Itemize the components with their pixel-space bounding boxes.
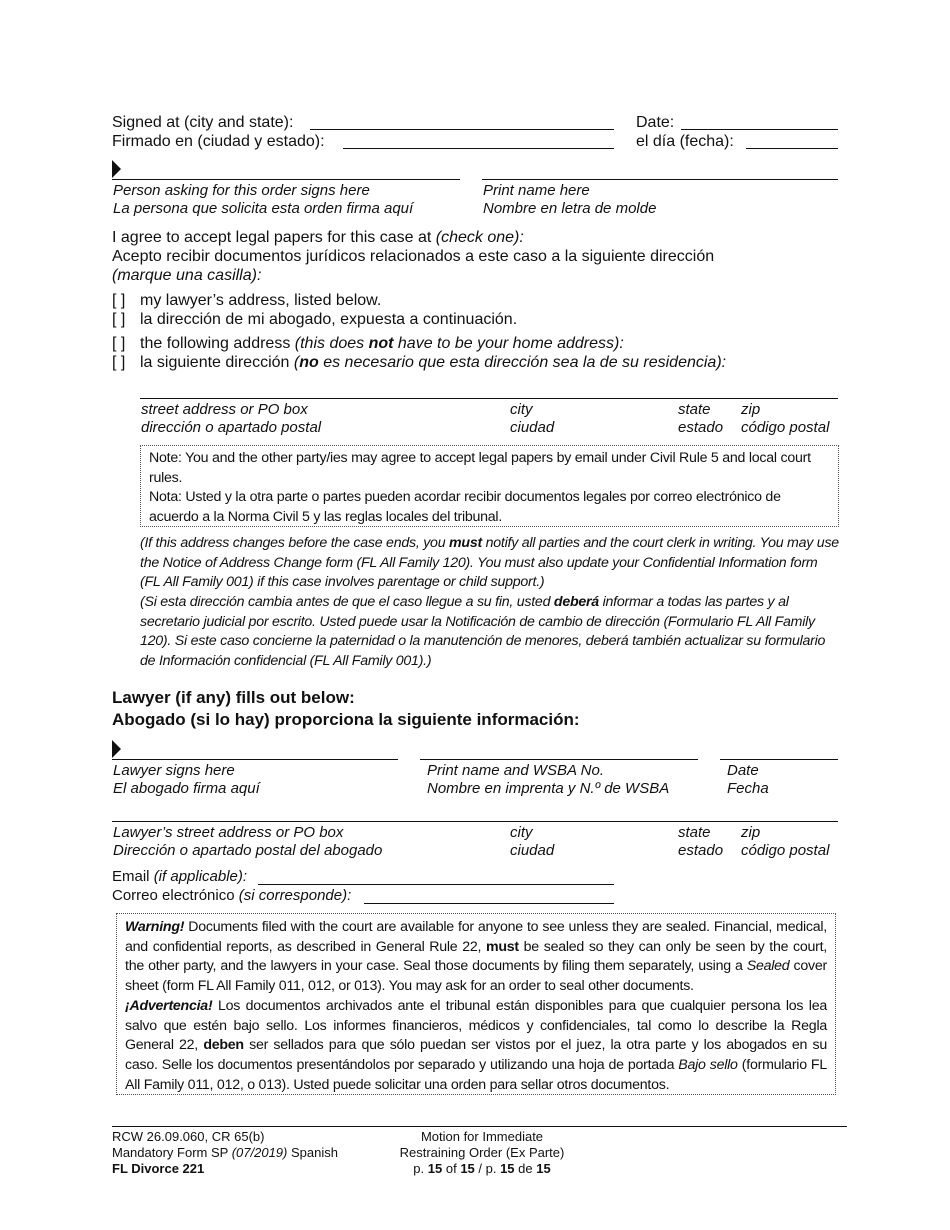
email-label-note: (if applicable):: [153, 868, 248, 885]
zip-label-es: código postal: [741, 419, 830, 436]
address-change-es-text: (Si esta dirección cambia antes de que el caso llegue a su fin, usted: [140, 594, 554, 610]
state-label-es: estado: [678, 419, 724, 436]
warning-en: [125, 918, 827, 997]
lawyer-heading-en: Lawyer (if any) fills out below:: [112, 688, 355, 707]
address-change-must: must: [449, 535, 482, 551]
footer-total: 15: [460, 1161, 475, 1176]
lawyer-address-field[interactable]: [112, 821, 838, 822]
address-change-en: [140, 534, 840, 593]
warning-en-text-3: cover sheet (form FL All Family 011, 012, or 013). You may ask for an order to seal other documents.: [125, 958, 827, 995]
footer-page: 15: [427, 1161, 443, 1176]
signer-label-en: Person asking for this order signs here: [113, 182, 370, 199]
sign-here-arrow-icon: [112, 160, 121, 178]
option-following-label-es: la siguiente dirección: [140, 354, 294, 371]
note-es: Nota: Usted y la otra parte o partes pueden acordar recibir documentos legales por correo electrónico de acuerdo a la Norma Civil 5 y las reglas locales del tribunal.: [149, 489, 781, 526]
warning-bajo-sello: Bajo sello: [678, 1056, 738, 1073]
lawyer-heading-es: Abogado (si lo hay) proporciona la siguiente información:: [112, 710, 580, 729]
warning-en-text-2: be sealed so they can only be seen by the court, the other party, and the lawyers in your case. Seal those documents by filing them separately, using a: [125, 938, 827, 975]
lawyer-state-en: state: [678, 824, 711, 841]
footer-divider: [112, 1126, 847, 1127]
note-en: Note: You and the other party/ies may agree to accept legal papers by email under Civil Rule 5 and local court rules.: [149, 450, 811, 486]
warning-es-text: Los documentos archivados ante el tribunal están disponibles para que cualquier persona los lea salvo que estén bajo sello. Los informes financieros, médicos y confidenciales, tal como lo describe la Regla General 22,: [125, 997, 827, 1054]
email-label-es: [112, 887, 351, 905]
checkbox-following-address[interactable]: [ ]: [112, 335, 126, 352]
warning-deben: deben: [203, 1037, 244, 1054]
option-lawyer-address-es: [112, 310, 517, 329]
email-label-en: [112, 868, 247, 886]
print-name-label-en: Print name here: [483, 182, 590, 199]
address-change-debera: deberá: [553, 594, 599, 610]
agreement-line-2: Acepto recibir documentos jurídicos relacionados a este caso a la siguiente dirección: [112, 248, 715, 265]
warning-box: [116, 913, 836, 1095]
lawyer-date-en: Date: [727, 762, 759, 779]
lawyer-date-field[interactable]: [720, 759, 838, 760]
agreement-check-one: (check one):: [435, 229, 524, 246]
option-following-note-end: have to be your home address):: [393, 335, 624, 352]
option-lawyer-label: my lawyer’s address, listed below.: [140, 292, 382, 309]
city-label-es: ciudad: [510, 419, 555, 436]
lawyer-street-es: Dirección o apartado postal del abogado: [113, 842, 383, 859]
address-change-en-text: (If this address changes before the case ends, you: [140, 535, 450, 551]
warning-sealed: Sealed: [746, 958, 790, 975]
warning-es: [125, 997, 827, 1096]
warning-es-text-2: ser sellados para que sólo puedan ser vistos por el juez, la otra parte y los abogados en su caso. Selle los documentos presentándolos por separado y utilizando una hoja de portada: [125, 1037, 827, 1073]
checkbox-following-address-es[interactable]: [ ]: [112, 354, 126, 371]
signer-label-es: La persona que solicita esta orden firma aquí: [113, 200, 414, 217]
email-field-es[interactable]: [364, 903, 614, 904]
address-change-es: [140, 593, 840, 672]
footer-mandatory: [112, 1145, 338, 1161]
footer-page-es: 15: [500, 1161, 515, 1176]
footer-title-2: Restraining Order (Ex Parte): [399, 1145, 565, 1160]
lawyer-signs-es: El abogado firma aquí: [113, 780, 260, 797]
footer-de: de: [514, 1161, 537, 1176]
option-following-note: (this does: [294, 335, 369, 352]
footer-of: of: [442, 1161, 461, 1176]
footer-mandatory-text: Mandatory Form SP: [112, 1145, 232, 1160]
footer-rcw: RCW 26.09.060, CR 65(b): [112, 1129, 265, 1144]
footer-title-1: Motion for Immediate: [420, 1129, 544, 1144]
signed-at-field[interactable]: [310, 129, 614, 130]
lawyer-signature-field[interactable]: [112, 759, 398, 760]
email-note-box: [140, 445, 839, 527]
lawyer-date-es: Fecha: [727, 780, 769, 797]
email-label-text-es: Correo electrónico: [112, 887, 239, 904]
state-label-en: state: [678, 401, 711, 418]
option-lawyer-label-es: la dirección de mi abogado, expuesta a continuación.: [140, 311, 518, 328]
zip-label-en: zip: [741, 401, 761, 418]
option-following-address-es: [112, 353, 726, 372]
footer-language: Spanish: [287, 1145, 338, 1160]
signer-signature-field[interactable]: [112, 179, 460, 180]
agreement-line-1: [112, 228, 524, 247]
warning-title: Warning!: [125, 919, 185, 935]
signed-at-label-es: Firmado en (ciudad y estado):: [112, 133, 325, 150]
date-field-es[interactable]: [746, 148, 838, 149]
footer-form-id: FL Divorce 221: [112, 1161, 205, 1176]
print-name-label-es: Nombre en letra de molde: [483, 200, 657, 217]
email-label-text: Email: [112, 868, 154, 885]
signed-at-label-en: Signed at (city and state):: [112, 114, 294, 131]
lawyer-print-name-field[interactable]: [420, 759, 698, 760]
lawyer-state-es: estado: [678, 842, 724, 859]
lawyer-print-en: Print name and WSBA No.: [427, 762, 605, 779]
warning-must: must: [485, 938, 519, 955]
lawyer-sign-arrow-icon: [112, 740, 121, 758]
city-label-en: city: [510, 401, 533, 418]
checkbox-lawyer-address-es[interactable]: [ ]: [112, 311, 126, 328]
lawyer-zip-es: código postal: [741, 842, 830, 859]
agreement-line-3: (marque una casilla):: [112, 267, 262, 284]
address-field[interactable]: [140, 398, 838, 399]
footer-page-number: [382, 1161, 582, 1177]
street-label-es: dirección o apartado postal: [141, 419, 322, 436]
option-lawyer-address-en: [112, 291, 381, 310]
lawyer-print-es: Nombre en imprenta y N.º de WSBA: [427, 780, 670, 797]
lawyer-street-en: Lawyer’s street address or PO box: [113, 824, 344, 841]
footer-sep: / p.: [474, 1161, 501, 1176]
option-following-note-es-end: es necesario que esta dirección sea la de su residencia):: [318, 354, 727, 371]
option-following-not: not: [368, 335, 394, 352]
lawyer-signs-en: Lawyer signs here: [113, 762, 235, 779]
option-following-note-es: (: [293, 354, 300, 371]
option-following-label: the following address: [140, 335, 295, 352]
signer-print-name-field[interactable]: [482, 179, 838, 180]
address-change-es-text-2: informar a todas las partes y al secretario judicial por escrito. Usted puede usar la Notificación de cambio de dirección (Formulario FL All Family 120). Si este caso concierne la paternidad o la manutención de menores, deberá también actualizar su formulario de Información confidencial (FL All Family 001).): [140, 594, 826, 670]
signed-at-field-es[interactable]: [343, 148, 614, 149]
email-label-note-es: (si corresponde):: [238, 887, 352, 904]
lawyer-zip-en: zip: [741, 824, 761, 841]
option-following-no: no: [299, 354, 319, 371]
agreement-text: I agree to accept legal papers for this case at: [112, 229, 436, 246]
warning-en-text: Documents filed with the court are available for anyone to see unless they are sealed. Financial, medical, and confidential reports, as described in General Rule 22,: [125, 919, 827, 955]
date-label-es: el día (fecha):: [636, 133, 734, 150]
street-label-en: street address or PO box: [141, 401, 308, 418]
address-change-en-text-2: notify all parties and the court clerk in writing. You may use the Notice of Address Change form (FL All Family 120). You must also update your Confidential Information form (FL All Family 001) if this case involves parentage or child support.): [140, 535, 839, 591]
option-following-address-en: [112, 334, 624, 353]
lawyer-city-es: ciudad: [510, 842, 555, 859]
checkbox-lawyer-address[interactable]: [ ]: [112, 292, 126, 309]
warning-title-es: ¡Advertencia!: [125, 997, 213, 1014]
warning-es-text-3: (formulario FL All Family 011, 012, o 013). Usted puede solicitar una orden para sellar otros documentos.: [125, 1056, 827, 1093]
date-field[interactable]: [681, 129, 838, 130]
footer-p: p.: [413, 1161, 428, 1176]
date-label-en: Date:: [636, 114, 675, 131]
footer-date: (07/2019): [231, 1145, 288, 1160]
lawyer-city-en: city: [510, 824, 533, 841]
footer-total-es: 15: [536, 1161, 551, 1176]
email-field[interactable]: [258, 884, 614, 885]
